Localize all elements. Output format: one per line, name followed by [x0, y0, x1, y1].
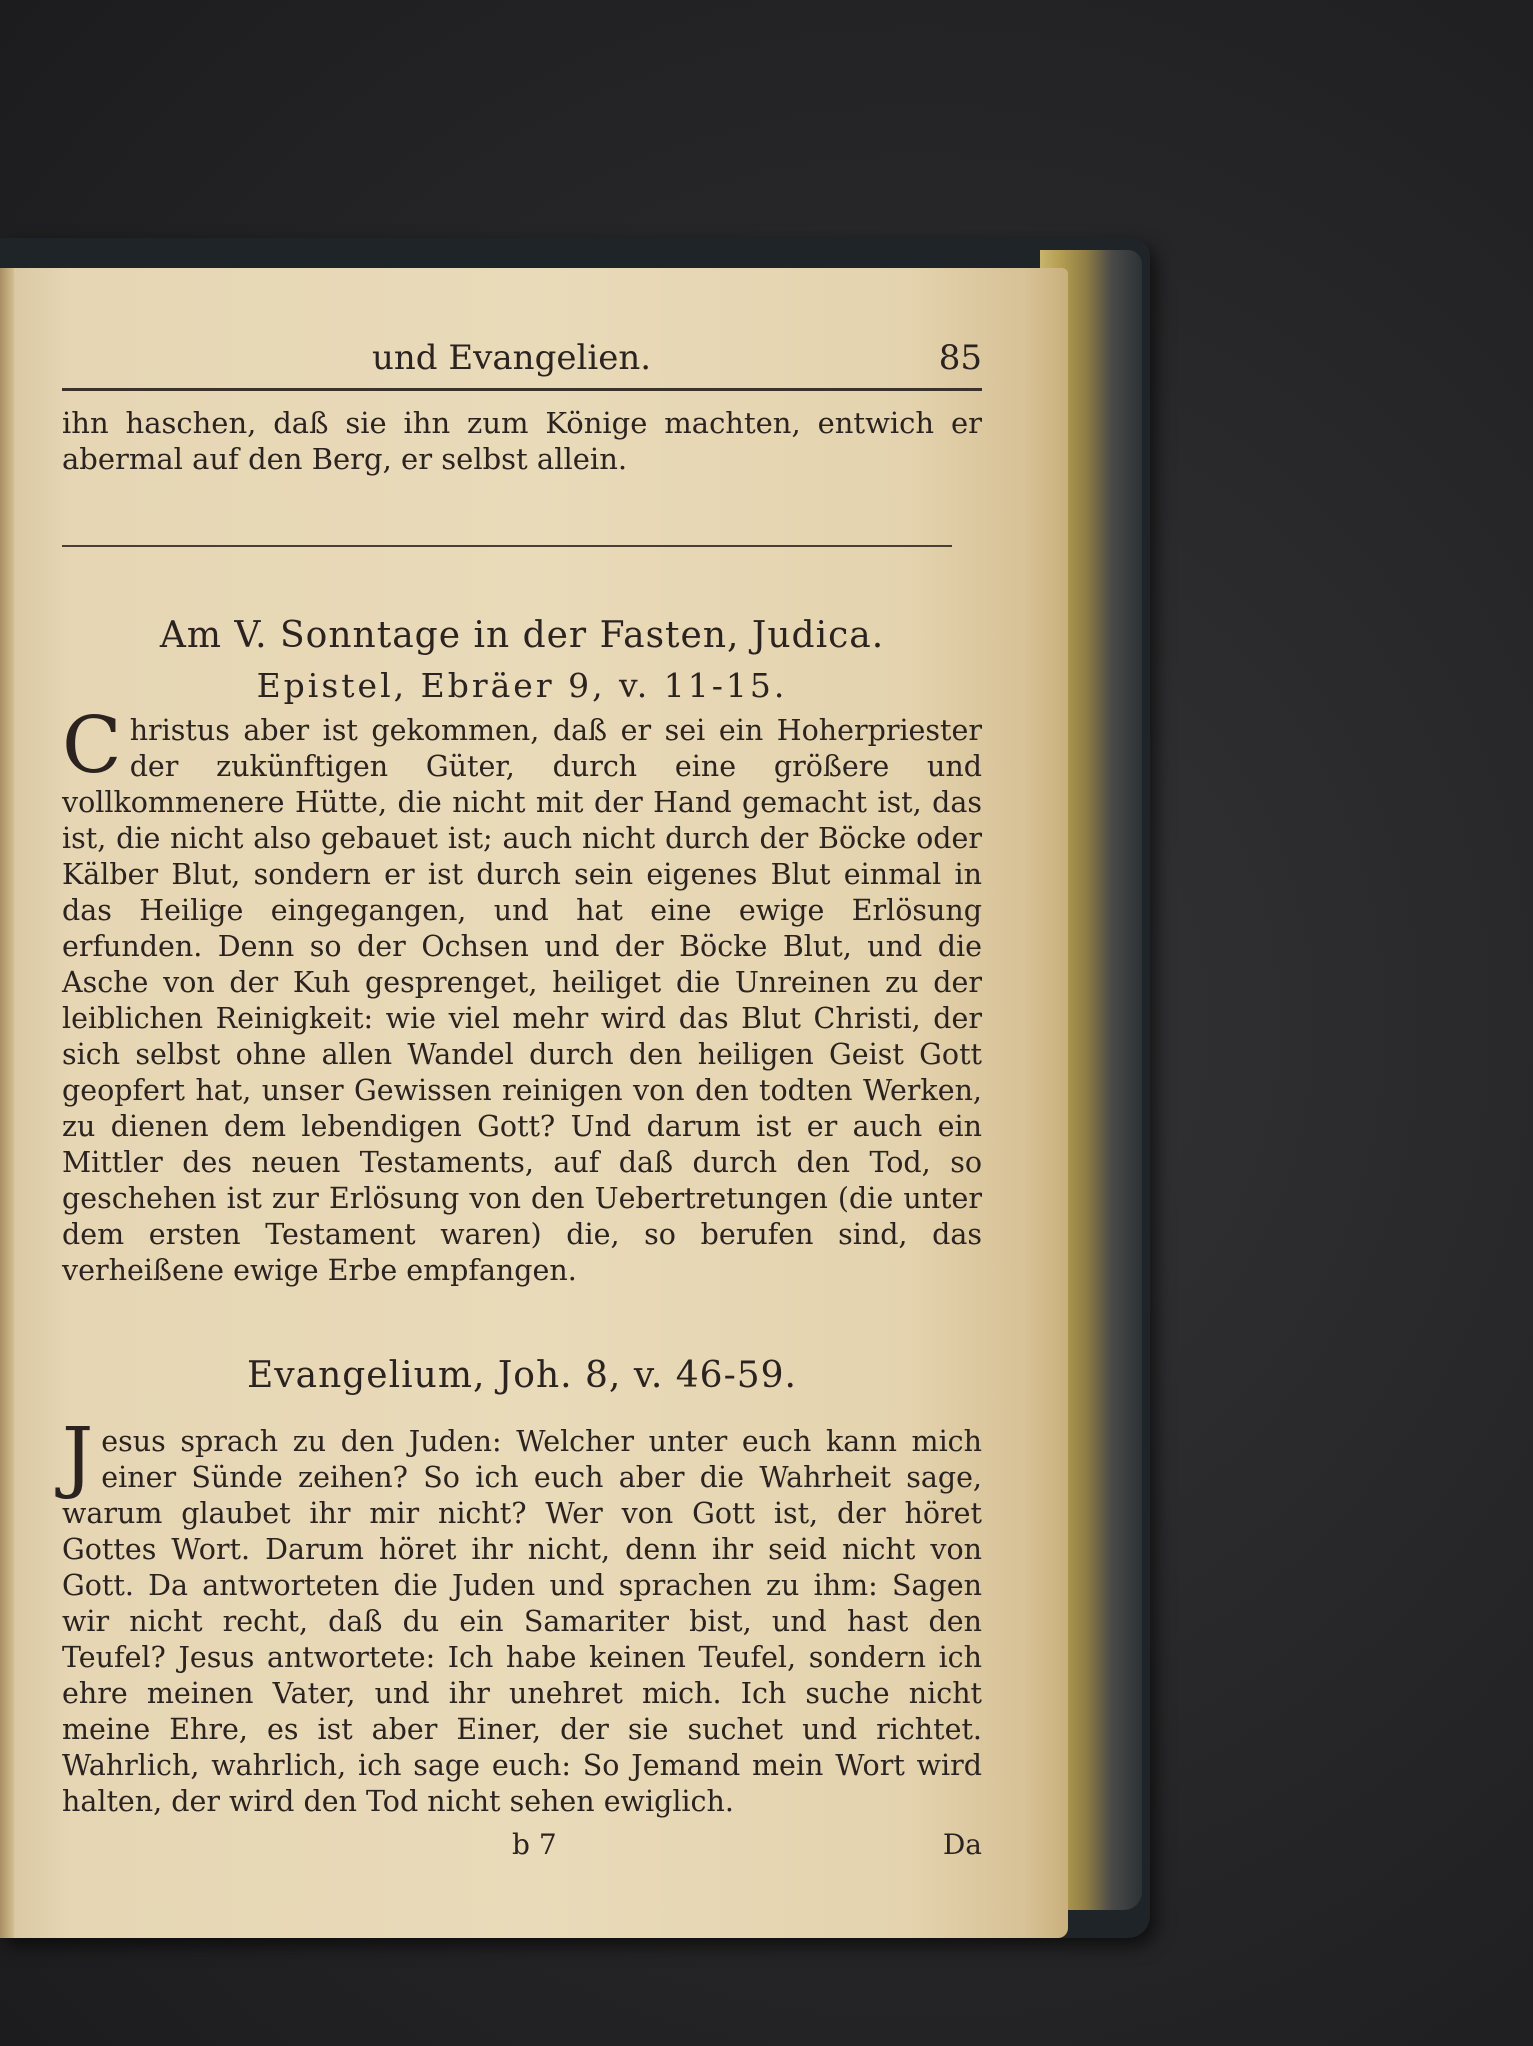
- running-head: [62, 330, 982, 380]
- section-divider: [62, 545, 952, 547]
- section-heading: Am V. Sonntage in der Fasten, Judica.: [159, 615, 885, 656]
- epistle-dropcap: C: [62, 701, 122, 791]
- header-rule: [62, 388, 982, 391]
- page-gutter: [0, 268, 14, 1938]
- running-title: und Evangelien.: [372, 338, 652, 378]
- catchword: Da: [942, 1828, 982, 1861]
- gospel-text: esus sprach zu den Juden: Welcher unter euch kann mich einer Sünde zeihen? So ich euch aber die Wahrheit sage, warum glaubet ihr mir nicht? Wer von Gott ist, der höret Gottes Wort. Darum höret ihr nicht, denn ihr seid nicht von Gott. Da antworteten die Juden und sprachen zu ihm: Sagen wir nicht recht, daß du ein Samariter bist, und hast den Teufel? Jesus antwortete: Ich habe keinen Teufel, sondern ich ehre meinen Vater, und ihr unehret mich. Ich suche nicht meine Ehre, es ist aber Einer, der sie suchet und richtet. Wahrlich, wahrlich, ich sage euch: So Jemand mein Wort wird halten, der wird den Tod nicht sehen ewiglich.: [62, 1425, 982, 1818]
- epistle-heading: Epistel, Ebräer 9, v. 11-15.: [256, 666, 788, 705]
- gospel-heading: Evangelium, Joh. 8, v. 46-59.: [247, 1355, 797, 1396]
- signature-mark: b 7: [512, 1828, 557, 1861]
- gospel-paragraph: [62, 1412, 982, 1820]
- page-footer: [62, 1828, 982, 1868]
- gospel-dropcap: J: [62, 1412, 94, 1502]
- epistle-paragraph: [62, 701, 982, 1289]
- page-number: 85: [938, 338, 982, 378]
- epistle-text: hristus aber ist gekommen, daß er sei ein Hoherpriester der zukünftigen Güter, durch eine größere und vollkommenere Hütte, die nicht mit der Hand gemacht ist, das ist, die nicht also gebauet ist; auch nicht durch der Böcke oder Kälber Blut, sondern er ist durch sein eigenes Blut einmal in das Heilige eingegangen, und hat eine ewige Erlösung erfunden. Denn so der Ochsen und der Böcke Blut, und die Asche von der Kuh gesprenget, heiliget die Unreinen zu der leiblichen Reinigkeit: wie viel mehr wird das Blut Christi, der sich selbst ohne allen Wandel durch den heiligen Geist Gott geopfert hat, unser Gewissen reinigen von den todten Werken, zu dienen dem lebendigen Gott? Und darum ist er auch ein Mittler des neuen Testaments, auf daß durch den Tod, so geschehen ist zur Erlösung von den Uebertretungen (die unter dem ersten Testament waren) die, so berufen sind, das verheißene ewige Erbe empfangen.: [62, 714, 982, 1287]
- page-content: [62, 330, 982, 1868]
- continuation-text: ihn haschen, daß sie ihn zum Könige machten, entwich er abermal auf den Berg, er selbst allein.: [62, 406, 982, 476]
